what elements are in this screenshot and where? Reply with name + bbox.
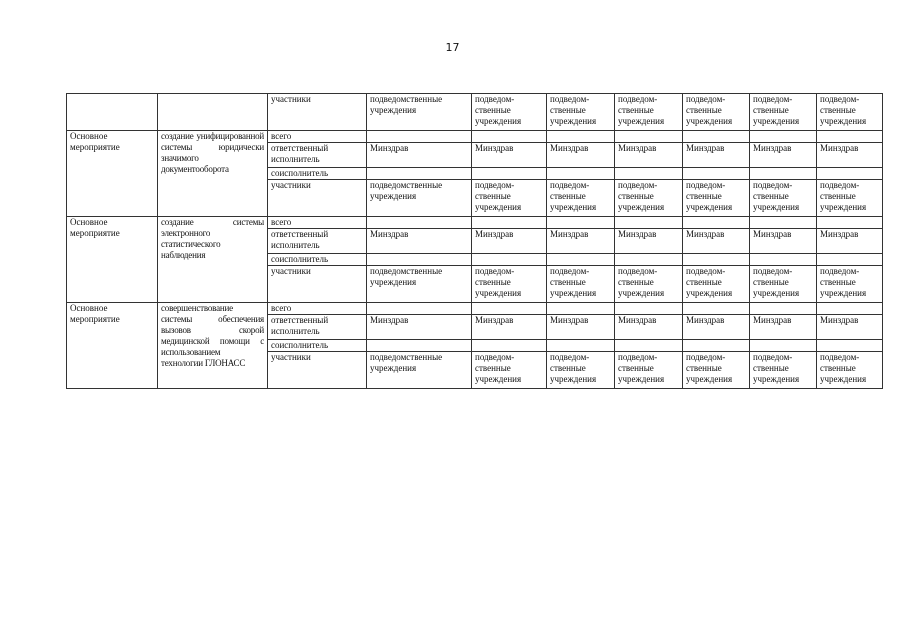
value-cell: подведом-ственные учреждения [817,266,883,303]
measure-name-cell: создание системы электронного статистического наблюдения [158,217,268,303]
value-cell: Минздрав [472,315,547,340]
value-cell: подведом-ственные учреждения [547,94,615,131]
value-cell: Минздрав [817,315,883,340]
value-cell: подведом-ственные учреждения [472,352,547,389]
measure-name-cell: создание унифицированной системы юридически значимого документооборота [158,131,268,217]
value-cell: Минздрав [547,229,615,254]
value-cell: Минздрав [547,315,615,340]
value-cell: Минздрав [615,143,683,168]
value-cell: Минздрав [750,143,817,168]
role-cell: участники [268,266,367,303]
value-cell: Минздрав [615,315,683,340]
value-cell: подведом-ственные учреждения [615,180,683,217]
value-cell: подведомственные учреждения [367,180,472,217]
value-cell: подведом-ственные учреждения [615,352,683,389]
role-cell: всего [268,217,367,229]
value-cell: подведомственные учреждения [367,94,472,131]
role-cell: участники [268,352,367,389]
value-cell: подведом-ственные учреждения [547,180,615,217]
value-cell: подведомственные учреждения [367,352,472,389]
value-cell: подведом-ственные учреждения [817,94,883,131]
value-cell: подведом-ственные учреждения [750,266,817,303]
value-cell: подведом-ственные учреждения [615,94,683,131]
role-cell: ответственный исполнитель [268,143,367,168]
page-number: 17 [445,41,460,54]
value-cell: Минздрав [547,143,615,168]
role-cell: соисполнитель [268,340,367,352]
value-cell: Минздрав [472,229,547,254]
value-cell: подведом-ственные учреждения [683,266,750,303]
table-row [67,217,883,229]
table-row [67,131,883,143]
measure-type-cell: Основное мероприятие [67,131,158,217]
value-cell: подведом-ственные учреждения [547,266,615,303]
value-cell: подведом-ственные учреждения [683,352,750,389]
value-cell: подведом-ственные учреждения [750,180,817,217]
value-cell: Минздрав [472,143,547,168]
measure-name-cell: совершенствование системы обеспечения вызовов скорой медицинской помощи с использованием технологии ГЛОНАСС [158,303,268,389]
value-cell: подведом-ственные учреждения [817,352,883,389]
measure-name-cell [158,94,268,131]
value-cell: Минздрав [683,315,750,340]
value-cell: подведом-ственные учреждения [472,94,547,131]
value-cell: подведом-ственные учреждения [472,266,547,303]
value-cell: Минздрав [683,229,750,254]
value-cell: подведом-ственные учреждения [547,352,615,389]
role-cell: всего [268,131,367,143]
value-cell: Минздрав [817,229,883,254]
value-cell: подведом-ственные учреждения [750,352,817,389]
value-cell: Минздрав [750,229,817,254]
role-cell: ответственный исполнитель [268,229,367,254]
role-cell: соисполнитель [268,254,367,266]
role-cell: всего [268,303,367,315]
value-cell: Минздрав [367,229,472,254]
value-cell: подведом-ственные учреждения [683,94,750,131]
role-cell: участники [268,94,367,131]
measure-type-cell: Основное мероприятие [67,303,158,389]
value-cell: Минздрав [367,315,472,340]
value-cell: подведом-ственные учреждения [683,180,750,217]
value-cell: подведом-ственные учреждения [615,266,683,303]
value-cell: подведом-ственные учреждения [472,180,547,217]
table-row [67,303,883,315]
value-cell: Минздрав [367,143,472,168]
role-cell: участники [268,180,367,217]
value-cell: Минздрав [750,315,817,340]
value-cell: подведом-ственные учреждения [817,180,883,217]
value-cell: Минздрав [683,143,750,168]
role-cell: ответственный исполнитель [268,315,367,340]
measure-type-cell: Основное мероприятие [67,217,158,303]
type-cell [67,94,158,131]
value-cell: Минздрав [817,143,883,168]
value-cell: подведомственные учреждения [367,266,472,303]
role-cell: соисполнитель [268,168,367,180]
program-table [66,93,883,389]
value-cell: Минздрав [615,229,683,254]
value-cell: подведом-ственные учреждения [750,94,817,131]
table-row [67,94,883,131]
